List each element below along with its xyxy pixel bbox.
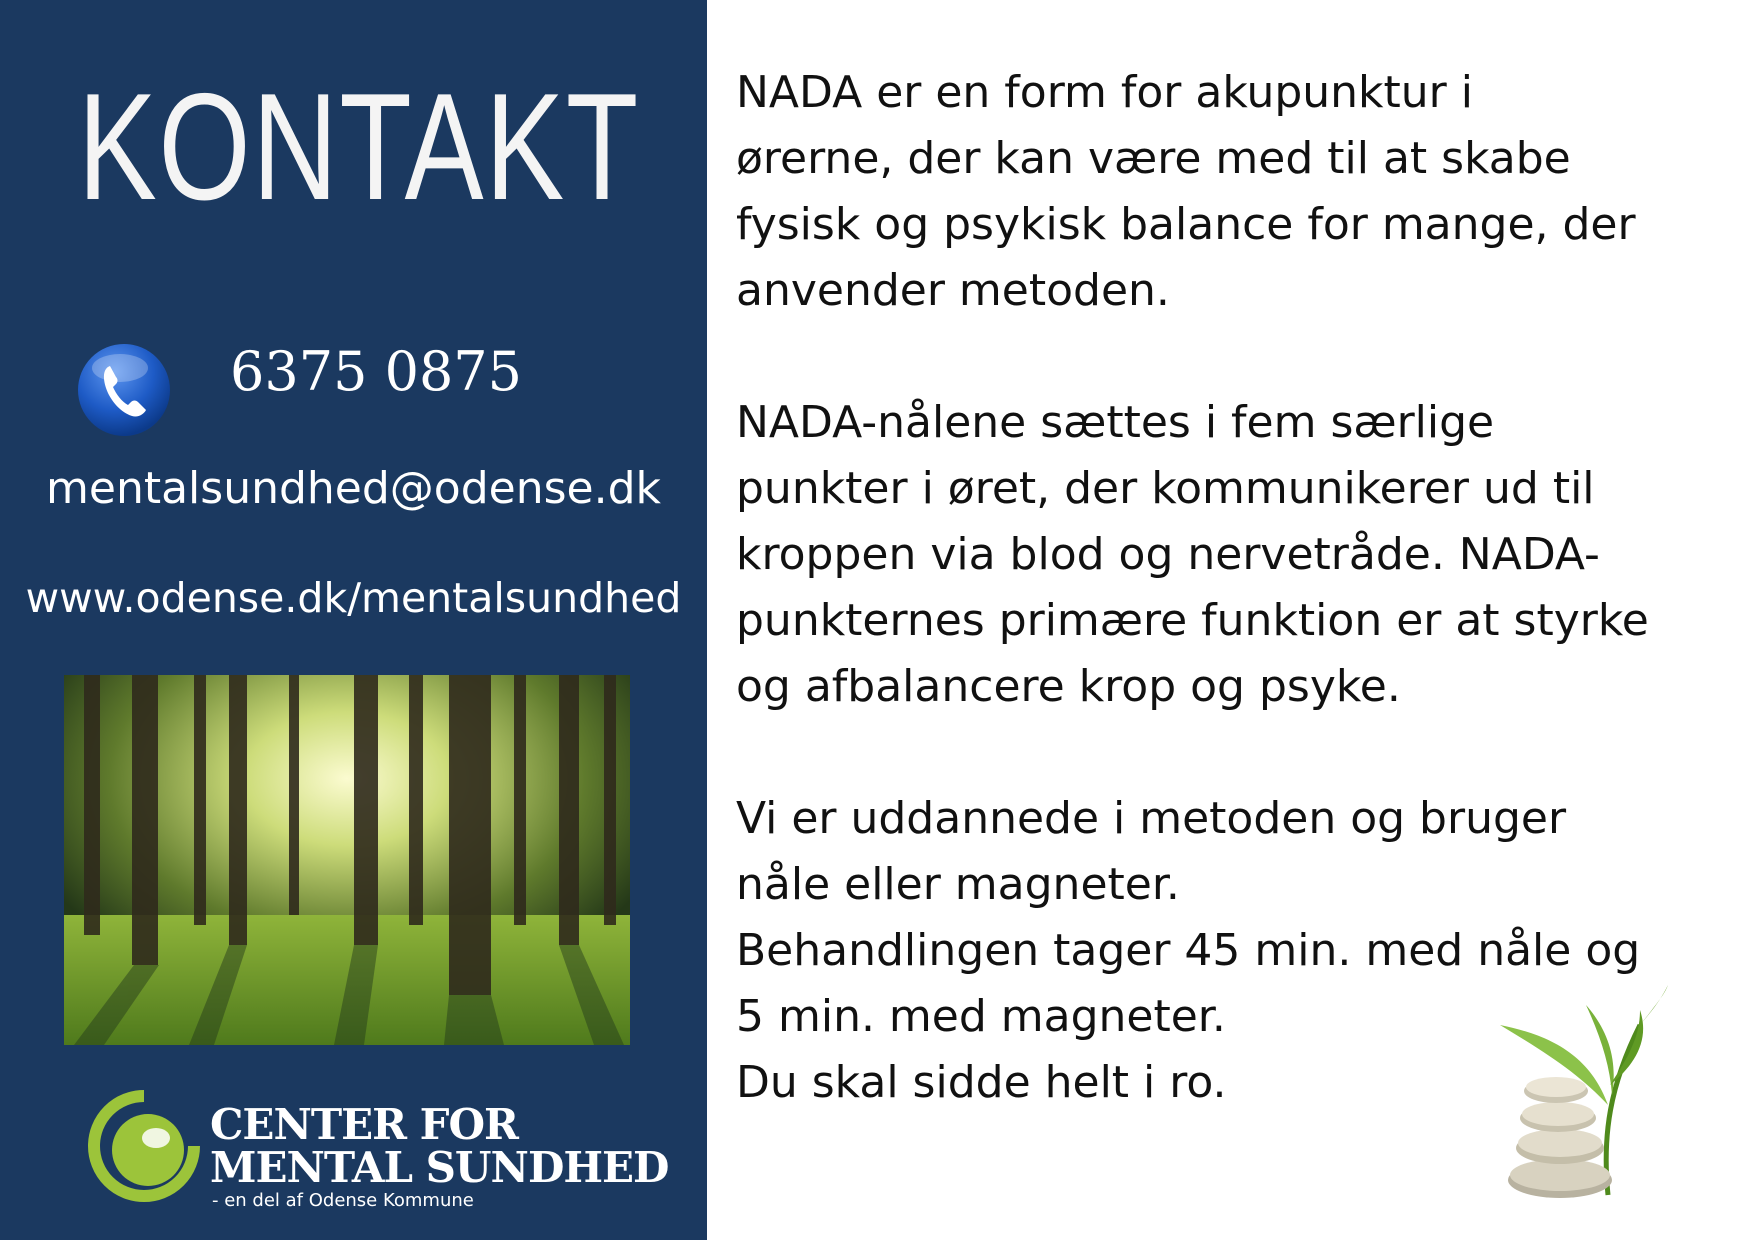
para3-line: Du skal sidde helt i ro.	[736, 1057, 1227, 1108]
para3-line: nåle eller magneter.	[736, 859, 1180, 910]
zen-stones-icon	[1490, 985, 1670, 1200]
contact-title: KONTAKT	[77, 62, 640, 232]
para3-line: Vi er uddannede i metoden og bruger	[736, 793, 1567, 844]
forest-photo	[64, 675, 630, 1045]
para2-line: punkternes primære funktion er at styrke	[736, 595, 1649, 646]
para2-line: punkter i øret, der kommunikerer ud til	[736, 463, 1595, 514]
logo-subtitle: - en del af Odense Kommune	[212, 1190, 474, 1211]
para1-line: ørerne, der kan være med til at skabe	[736, 133, 1571, 184]
phone-number[interactable]: 6375 0875	[230, 340, 523, 403]
website-link[interactable]: www.odense.dk/mentalsundhed	[25, 574, 682, 622]
para1-line: anvender metoden.	[736, 265, 1170, 316]
phone-icon	[76, 342, 172, 438]
email-link[interactable]: mentalsundhed@odense.dk	[46, 463, 661, 514]
para1-line: NADA er en form for akupunktur i	[736, 67, 1473, 118]
para3-line: 5 min. med magneter.	[736, 991, 1226, 1042]
para2-line: NADA-nålene sættes i fem særlige	[736, 397, 1495, 448]
para3-line: Behandlingen tager 45 min. med nåle og	[736, 925, 1641, 976]
para2-line: og afbalancere krop og psyke.	[736, 661, 1401, 712]
logo-title-line2: MENTAL SUNDHED	[210, 1143, 669, 1192]
para2-line: kroppen via blod og nervetråde. NADA-	[736, 529, 1600, 580]
logo-title-line1: CENTER FOR	[210, 1100, 518, 1149]
description-text	[736, 60, 1736, 1116]
logo-circle-icon	[88, 1090, 200, 1202]
para1-line: fysisk og psykisk balance for mange, der	[736, 199, 1636, 250]
